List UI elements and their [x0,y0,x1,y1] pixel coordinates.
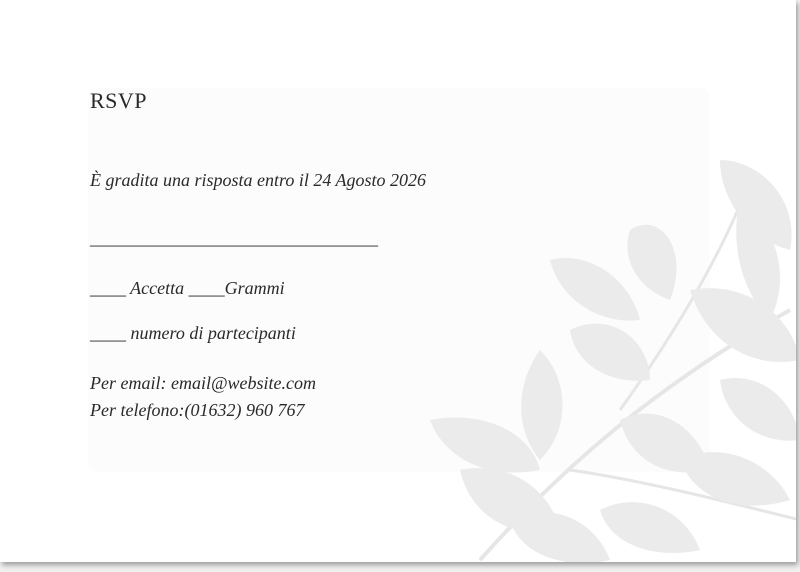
phone-contact-line: Per telefono:(01632) 960 767 [90,400,305,420]
name-blank-line: ________________________________ [90,228,378,248]
response-deadline-text: È gradita una risposta entro il 24 Agosto 2026 [90,170,427,190]
accept-decline-line: ____ Accetta ____Grammi [90,278,285,298]
leaf-branch-icon [420,140,796,562]
rsvp-title: RSVP [90,88,148,113]
attendees-count-line: ____ numero di partecipanti [90,323,296,343]
email-contact-line: Per email: email@website.com [90,373,317,393]
